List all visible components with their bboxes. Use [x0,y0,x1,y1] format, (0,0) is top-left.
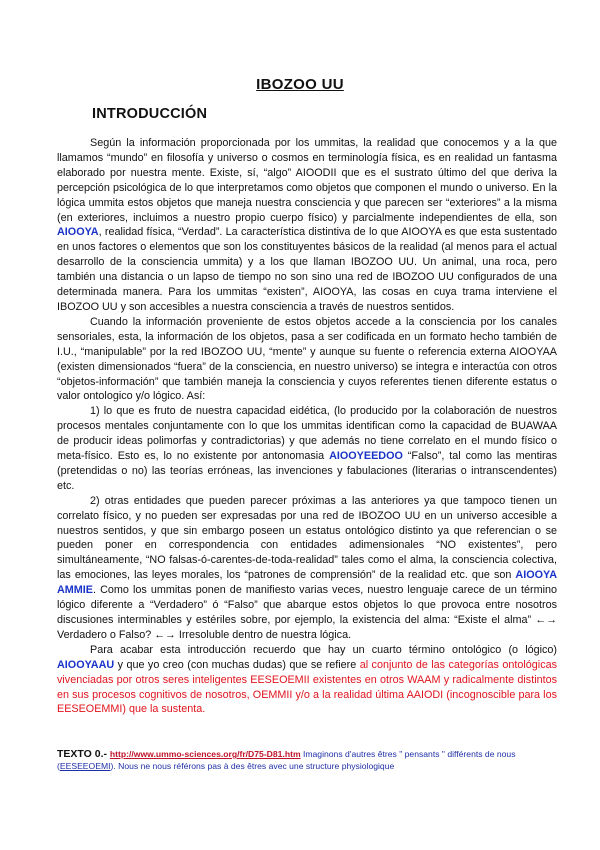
document-title: IBOZOO UU [256,76,344,93]
body-text [57,136,557,717]
term-aiooya-ammie: AIOOYA AMMIE [57,569,557,597]
red-emphasis-text: al conjunto de las categorías ontológicas vivenciadas por otros seres inteligentes EESEOEMII existentes en otros WAAM y radicalmente distintos en sus procesos cognitivos de nosotros, OEMMII y/o a la realidad última AAIODI (incognoscible para los EESEOEMMI) que la sustenta. [57,658,557,716]
paragraph-4: 2) otras entidades que pueden parecer próximas a las anteriores ya que tampoco tienen un correlato físico, y no pueden ser expresadas por una red de IBOZOO UU en un universo accesible a nuestros sentidos, y que sin embargo poseen un estatus ontológico distinto ya que referencian o se pueden poner en correspondencia con entidades adimensionales “NO existentes”, pero simultáneamente, “NO falsas-ó-carentes-de-toda-realidad” tales como el alma, la consciencia colectiva, las emociones, las leyes morales, los “patrones de comprensión” de la realidad etc. que son AIOOYA AMMIE. Como los ummitas ponen de manifiesto varias veces, nuestro lenguaje carece de un término lógico diferente a “Verdadero” ó “Falso” que abarque estos objetos lo que provoca entre nosotros discusiones interminables y estériles sobre, por ejemplo, la existencia del alma: “Existe el alma” ←→ Verdadero o Falso? ←→ Irresoluble dentro de nuestra lógica. [57,494,557,641]
footer-reference [57,748,557,772]
section-heading: INTRODUCCIÓN [92,106,208,122]
source-link[interactable]: http://www.ummo-sciences.org/fr/D75-D81.htm [109,749,301,759]
term-aiooyeedoo: AIOOYEEDOO [329,450,403,463]
paragraph-5: Para acabar esta introducción recuerdo que hay un cuarto término ontológico (o lógico) AIOOYAAU y que yo creo (con muchas dudas) que se refiere al conjunto de las categorías ontológicas vivenciadas por otros seres inteligentes EESEOEMII existentes en otros WAAM y radicalmente distintos en sus procesos cognitivos de nosotros, OEMMII y/o a la realidad última AAIODI (incognoscible para los EESEOEMMI) que la sustenta. [57,643,557,716]
term-aiooyaau: AIOOYAAU [57,658,115,671]
term-aiooya: AIOOYA [57,226,99,239]
footer-term: EESEEOEMI [59,761,111,771]
footer-text: Imaginons d'autres êtres " pensants " différents de nous ( [57,749,516,771]
footer-text-cont: ). Nous ne nous référons pas à des êtres avec une structure physiologique [110,761,395,771]
paragraph-3: 1) lo que es fruto de nuestra capacidad eidética, (lo producido por la colaboración de nuestros procesos mentales conjuntamente con lo que los ummitas identifican como la capacidad de BUAWAA de producir ideas polimorfas y contradictorias) y que además no tiene correlato en el mundo físico o meta-físico. Esto es, lo no existente por antonomasia AIOOYEEDOO “Falso”, tal como las mentiras (pretendidas o no) las teorías erróneas, las invenciones y fabulaciones (literarias o intranscendentes) etc. [57,405,558,492]
paragraph-1: Según la información proporcionada por los ummitas, la realidad que conocemos y a la que llamamos “mundo” en filosofía y universo o cosmos en terminología física, es en realidad un fantasma elaborado por nuestra mente. Existe, sí, “algo” AIOODII que es el sustrato último del que deriva la percepción psicológica de lo que interpretamos como objetos que componen el mundo o universo. En la lógica ummita estos objetos que maneja nuestra consciencia y que parecen ser “exteriores” a la misma (en exteriores, incluimos a nuestro propio cuerpo físico) y parcialmente independientes de ella, son AIOOYA, realidad física, “Verdad”. La característica distintiva de lo que AIOOYA es que esta sustentado en unos factores o elementos que son los constituyentes básicos de la realidad (al menos para el actual desarrollo de la consciencia ummita) y a los que llaman IBOZOO UU. Un animal, una roca, pero también una distancia o un lapso de tiempo no son sino una red de IBOZOO UU configurados de una determinada manera. Para los ummitas “existen”, AIOOYA, las cosas en cuya trama interviene el IBOZOO UU y son accesibles a nuestra consciencia a través de nuestros sentidos. [57,137,557,313]
paragraph-2: Cuando la información proveniente de estos objetos accede a la consciencia por los canales sensoriales, esta, la información de los objetos, pasa a ser codificada en un formato hecho también de I.U., “manipulable” por la red IBOZOO UU, “mente” y aunque su fuente o referencia externa AIOOYAA (existen dimensionados “fuera” de la consciencia, en nuestro universo) se integra e interactúa con otros “objetos-información” que también maneja la consciencia y cuyos referentes tienen diferente estatus o valor ontologico y/o lógico. Así: [57,315,557,403]
footer-label: TEXTO 0.- [57,748,110,760]
